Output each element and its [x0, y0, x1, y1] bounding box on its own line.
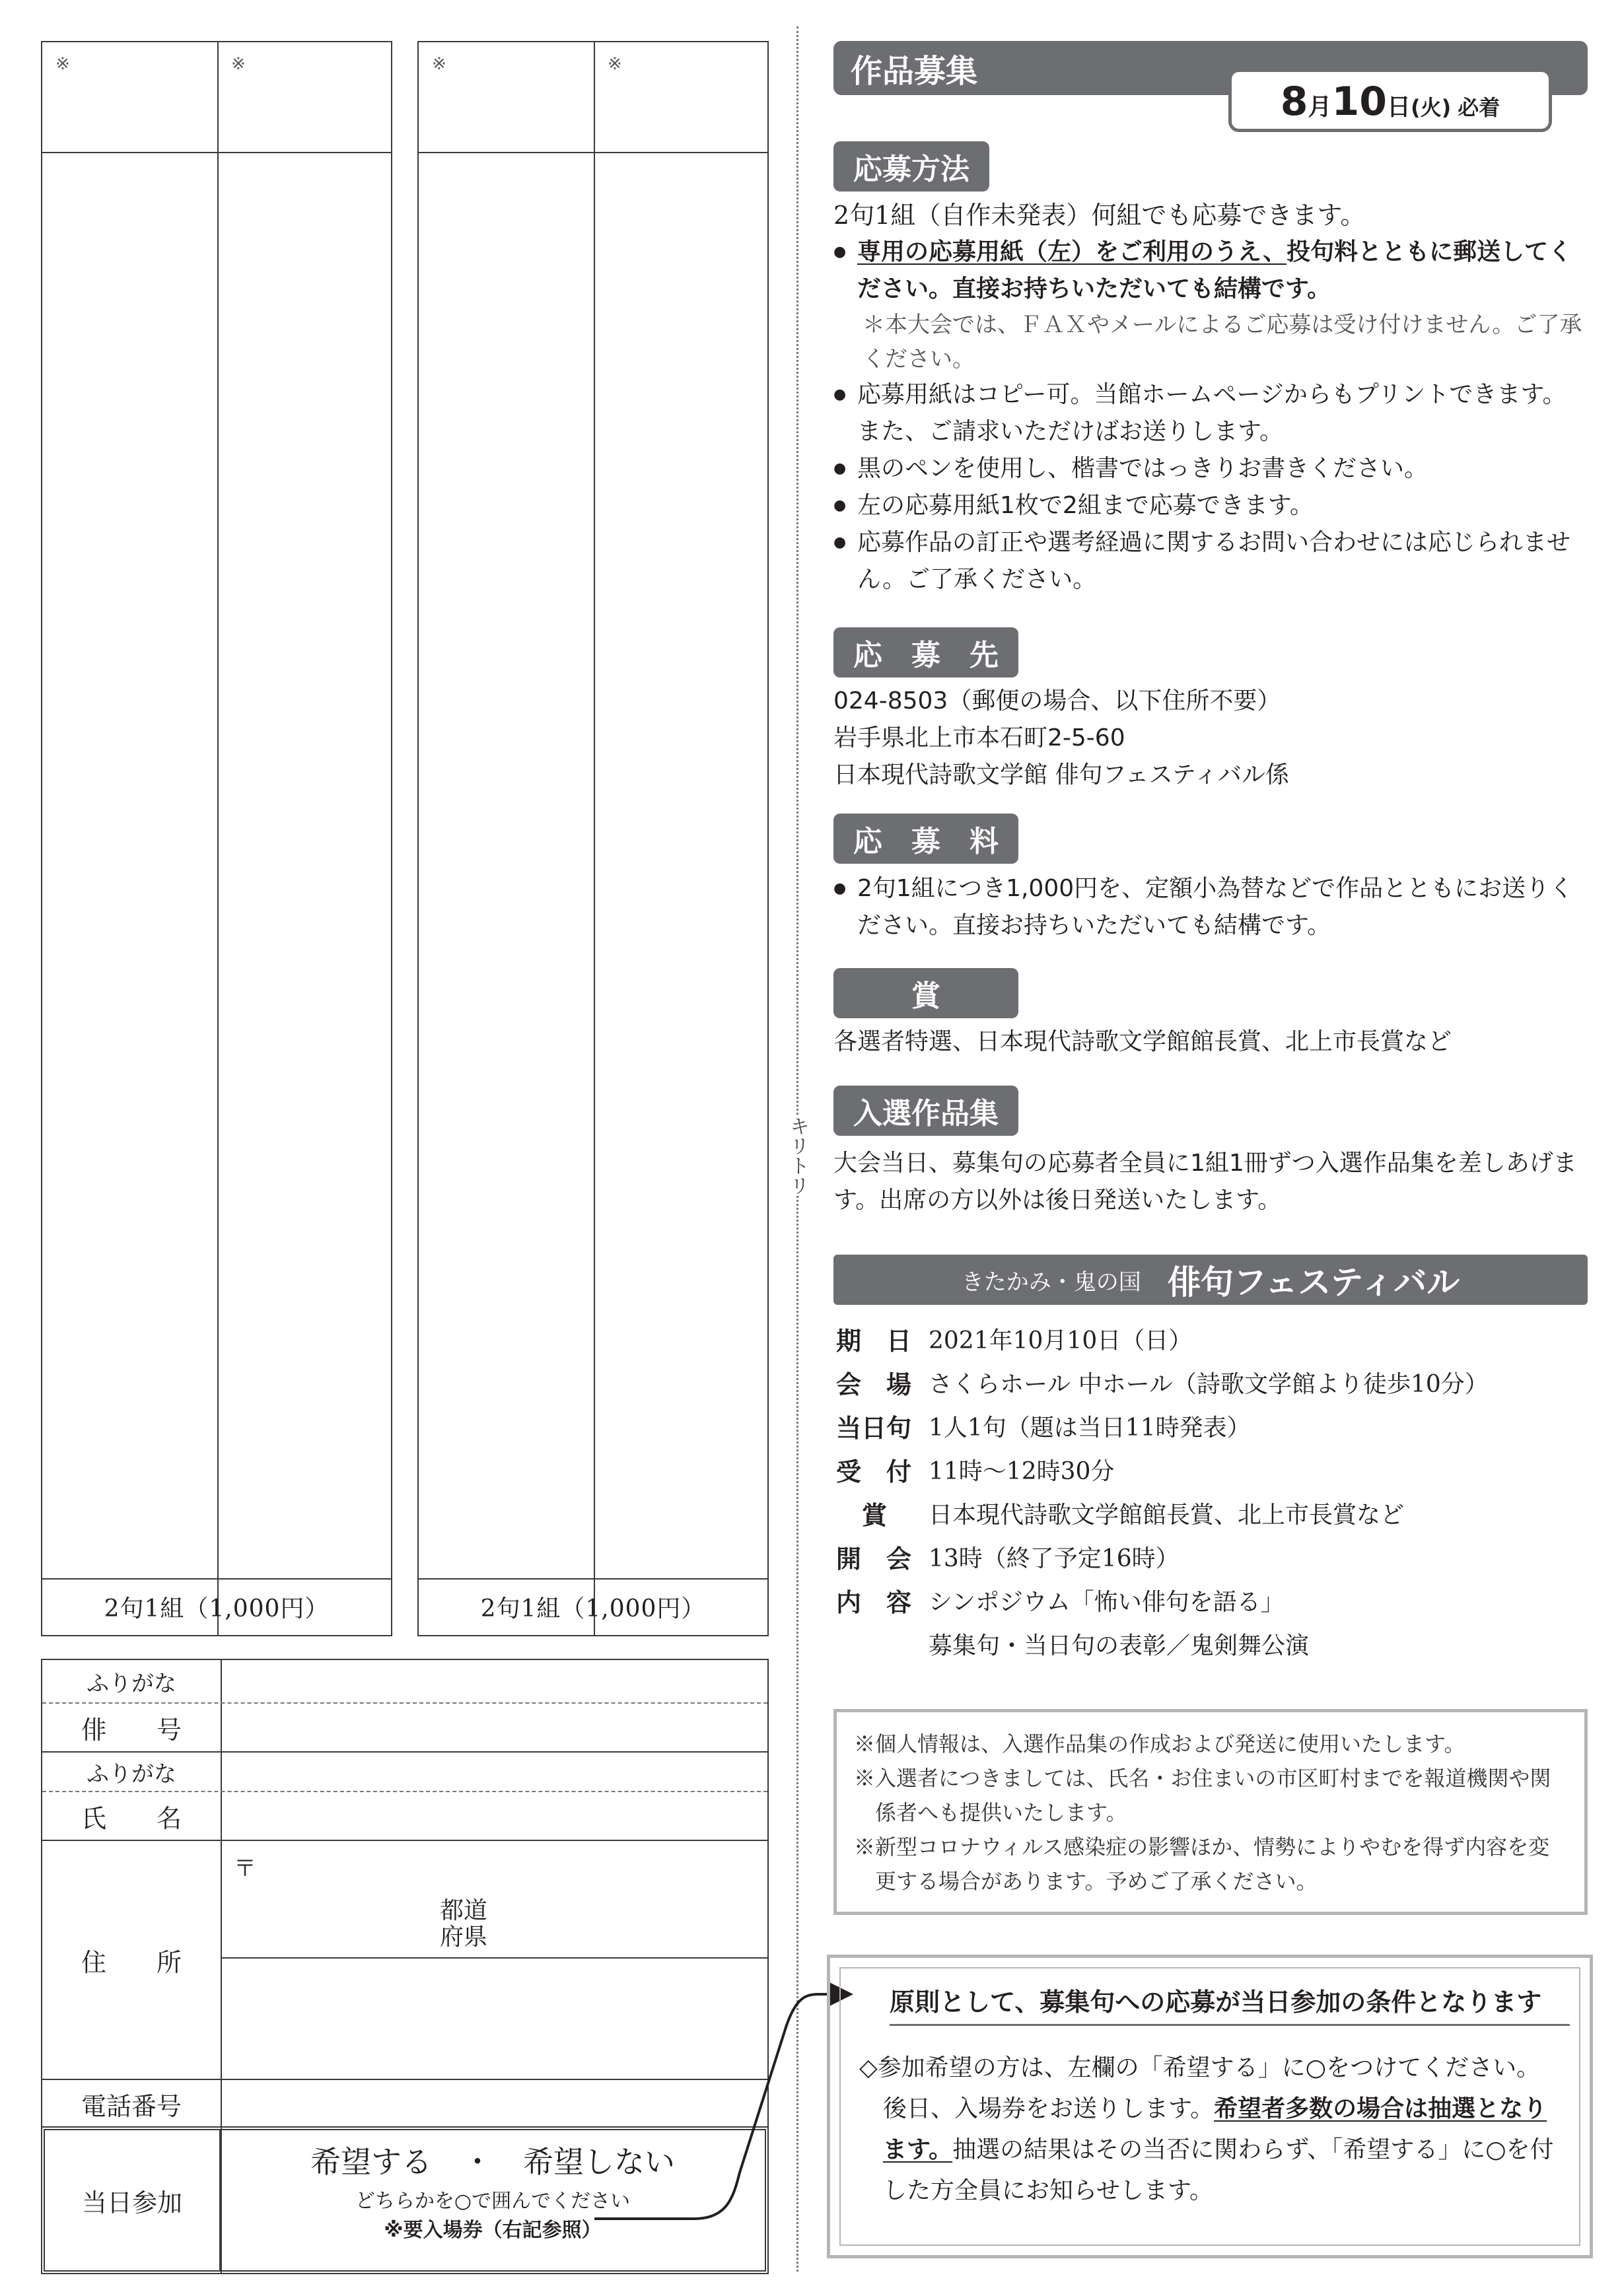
- haiku-field-2[interactable]: [219, 153, 392, 1577]
- name-furigana-input[interactable]: [222, 1753, 767, 1791]
- furigana-label: ふりがな: [87, 1760, 176, 1788]
- postal-mark: 〒: [234, 1856, 256, 1882]
- method-section: [833, 197, 1588, 598]
- entry-price: 2句1組（1,000円）: [480, 1595, 706, 1622]
- method-note: ＊本大会では、ＦＡＸやメールによるご応募は受け付けません。ご了承ください。: [863, 312, 1582, 372]
- method-intro: 2句1組（自作未発表）何組でも応募できます。: [833, 201, 1366, 230]
- detail-value: 13時（終了予定16時）: [929, 1545, 1180, 1572]
- fee-heading: 応 募 料: [833, 814, 1018, 864]
- furigana-input[interactable]: [222, 1660, 767, 1702]
- entry-sheet-2: [417, 41, 769, 1636]
- detail-value: さくらホール 中ホール（詩歌文学館より徒歩10分）: [929, 1370, 1489, 1398]
- fee-text: ● 2句1組につき1,000円を、定額小為替などで作品とともにお送りください。直接お持ちいただいても結構です。: [833, 870, 1588, 944]
- detail-term: 賞: [861, 1500, 887, 1530]
- festival-details: [836, 1317, 1588, 1673]
- detail-term: 会 場: [836, 1370, 912, 1399]
- prize-heading: 賞: [833, 968, 1018, 1018]
- destination-line: 日本現代詩歌文学館 俳句フェスティバル係: [833, 761, 1290, 788]
- detail-term: 内 容: [836, 1587, 912, 1617]
- privacy-box: [833, 1709, 1588, 1915]
- collection-text: 大会当日、募集句の応募者全員に1組1冊ずつ入選作品集を差しあげます。出席の方以外は後日発送いたします。: [833, 1150, 1577, 1214]
- mark-left: ※: [55, 54, 70, 74]
- detail-value: 募集句・当日句の表彰／鬼剣舞公演: [929, 1632, 1310, 1659]
- method-heading: 応募方法: [833, 141, 989, 191]
- entry-sheet-1: [41, 41, 392, 1636]
- privacy-note: ※入選者につきましては、氏名・お住まいの市区町村までを報道機関や関係者へも提供いたします。: [854, 1766, 1551, 1825]
- detail-value: 2021年10月10日（日）: [929, 1327, 1193, 1354]
- participation-heading: 原則として、募集句への応募が当日参加の条件となります: [890, 1986, 1570, 2026]
- entry-price: 2句1組（1,000円）: [104, 1595, 330, 1622]
- festival-banner: [833, 1255, 1588, 1305]
- method-bullet: ● 応募用紙はコピー可。当館ホームページからもプリントできます。また、ご請求いただけばお送りします。: [833, 376, 1588, 450]
- festival-sub: きたかみ・鬼の国: [961, 1269, 1141, 1296]
- method-bullet: ● 左の応募用紙1枚で2組まで応募できます。: [833, 487, 1588, 524]
- prefecture-label: 都道: [440, 1897, 488, 1924]
- participation-label: 当日参加: [81, 2188, 182, 2217]
- cut-label: キリトリ: [786, 1116, 809, 1195]
- detail-value: 11時〜12時30分: [929, 1457, 1115, 1485]
- detail-value: 1人1句（題は当日11時発表）: [929, 1414, 1251, 1442]
- prefecture-label: 府県: [440, 1924, 488, 1951]
- privacy-note: ※新型コロナウィルス感染症の影響ほか、情勢によりやむを得ず内容を変更する場合があります。予めご了承ください。: [854, 1834, 1550, 1894]
- detail-term: 期 日: [836, 1326, 912, 1356]
- prize-text: 各選者特選、日本現代詩歌文学館館長賞、北上市長賞など: [833, 1028, 1452, 1055]
- detail-term: 当日句: [836, 1413, 912, 1443]
- collection-heading: 入選作品集: [833, 1086, 1018, 1136]
- destination-line: 岩手県北上市本石町2-5-60: [833, 724, 1125, 751]
- detail-value: シンポジウム「怖い俳句を語る」: [929, 1588, 1285, 1616]
- address-label: 住 所: [81, 1947, 182, 1977]
- destination-line: 024-8503（郵便の場合、以下住所不要）: [833, 687, 1281, 714]
- mark-left: ※: [432, 54, 446, 74]
- participation-choice[interactable]: 希望する ・ 希望しない: [310, 2144, 675, 2180]
- haiku-field-1[interactable]: [42, 153, 217, 1577]
- participation-instruction: どちらかを○で囲んでください: [355, 2190, 631, 2213]
- furigana-label: ふりがな: [87, 1670, 176, 1697]
- festival-title: 俳句フェスティバル: [1167, 1263, 1460, 1302]
- haigo-label: 俳 号: [81, 1715, 182, 1745]
- detail-term: 開 会: [836, 1544, 912, 1574]
- fee-section: [833, 870, 1588, 944]
- name-input[interactable]: [222, 1792, 767, 1840]
- haiku-field-4[interactable]: [595, 153, 768, 1577]
- deadline-badge: 8 月 10 日 (火) 必着: [1228, 69, 1552, 132]
- detail-term: 受 付: [836, 1457, 912, 1486]
- ticket-note: ※要入場券（右記参照）: [384, 2219, 602, 2242]
- haiku-field-3[interactable]: [419, 153, 593, 1577]
- destination-section: [833, 683, 1588, 794]
- privacy-note: ※個人情報は、入選作品集の作成および発送に使用いたします。: [854, 1731, 1465, 1757]
- participation-info-box: [827, 1955, 1593, 2258]
- detail-value: 日本現代詩歌文学館館長賞、北上市長賞など: [929, 1501, 1405, 1529]
- method-bullet: ● 応募作品の訂正や選考経過に関するお問い合わせには応じられません。ご了承ください。: [833, 524, 1588, 598]
- method-bullet: ● 専用の応募用紙（左）をご利用のうえ、投句料とともに郵送してください。直接お持ちいただいても結構です。: [833, 234, 1588, 308]
- participation-text: ◇参加希望の方は、左欄の「希望する」に○をつけてください。後日、入場券をお送りします。希望者多数の場合は抽選となります。抽選の結果はその当否に関わらず、「希望する」に○を付した方全員にお知らせします。: [859, 2054, 1554, 2204]
- phone-label: 電話番号: [81, 2091, 182, 2121]
- mark-right: ※: [608, 54, 622, 74]
- haigo-input[interactable]: [222, 1704, 767, 1751]
- method-bullet: ● 黒のペンを使用し、楷書ではっきりお書きください。: [833, 450, 1588, 487]
- page-title: 作品募集: [851, 52, 978, 90]
- destination-heading: 応 募 先: [833, 627, 1018, 678]
- mark-right: ※: [231, 54, 246, 74]
- name-label: 氏 名: [81, 1803, 182, 1833]
